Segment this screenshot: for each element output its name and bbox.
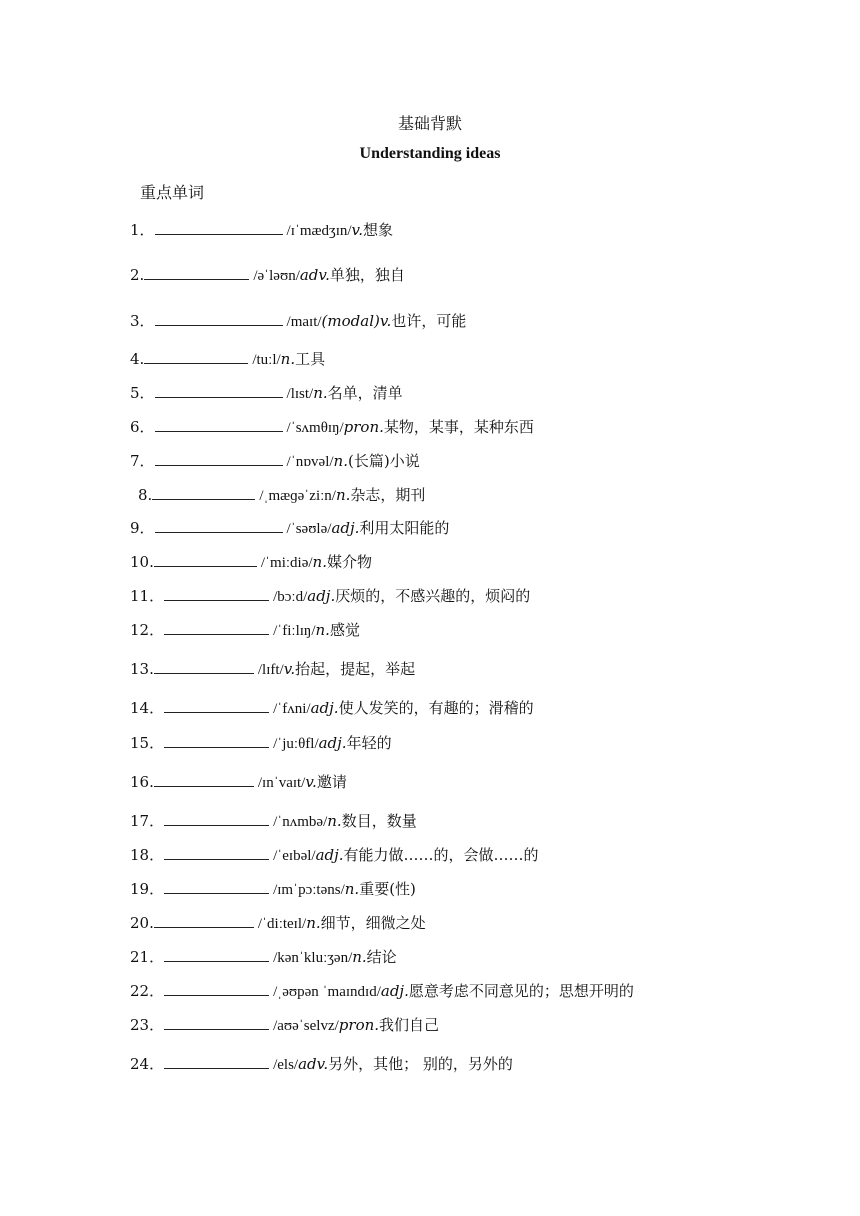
- answer-blank[interactable]: [164, 809, 269, 826]
- part-of-speech: n.: [344, 880, 360, 898]
- item-number: 14．: [130, 699, 165, 717]
- meaning: 想象: [363, 221, 394, 239]
- answer-blank[interactable]: [144, 347, 248, 364]
- answer-blank[interactable]: [164, 979, 269, 996]
- item-number: 22．: [130, 982, 165, 1000]
- meaning: 某物，某事，某种东西: [383, 418, 534, 436]
- item-number: 18．: [130, 846, 165, 864]
- page-title-en: Understanding ideas: [359, 145, 501, 162]
- phonetic: /lɪft/: [257, 662, 284, 678]
- item-number: 15．: [130, 734, 165, 752]
- meaning: 数目，数量: [341, 812, 417, 830]
- item-number: 19．: [130, 880, 165, 898]
- meaning: 我们自己: [379, 1016, 440, 1034]
- meaning: 细节，细微之处: [320, 914, 426, 932]
- meaning: 感觉: [329, 621, 360, 639]
- answer-blank[interactable]: [154, 550, 257, 567]
- part-of-speech: v.: [283, 660, 296, 678]
- phonetic: /ˈsʌmθɪŋ/: [286, 420, 344, 436]
- list-item: [130, 218, 393, 240]
- list-item: [130, 945, 397, 967]
- answer-blank[interactable]: [152, 483, 255, 500]
- phonetic: /kənˈkluːʒən/: [273, 950, 353, 966]
- item-number: 12．: [130, 621, 165, 639]
- meaning: 媒介物: [326, 553, 372, 571]
- item-number: 11．: [130, 587, 165, 605]
- item-number: 3．: [130, 312, 155, 330]
- item-number: 16.: [130, 773, 154, 791]
- phonetic: /aʊəˈselvz/: [273, 1018, 339, 1034]
- answer-blank[interactable]: [164, 1052, 269, 1069]
- phonetic: /ɪmˈpɔːtəns/: [273, 882, 345, 898]
- part-of-speech: n.: [280, 350, 296, 368]
- answer-blank[interactable]: [155, 415, 283, 432]
- list-item: [130, 1013, 439, 1035]
- part-of-speech: v.: [305, 773, 317, 791]
- meaning: (长篇)小说: [347, 452, 420, 470]
- phonetic: /lɪst/: [286, 386, 314, 402]
- item-number: 2.: [130, 266, 145, 284]
- item-number: 9．: [130, 519, 155, 537]
- answer-blank[interactable]: [164, 1013, 269, 1030]
- part-of-speech: adv.: [298, 1055, 329, 1073]
- section-heading: 重点单词: [140, 183, 205, 202]
- answer-blank[interactable]: [164, 696, 269, 713]
- list-item: [130, 979, 634, 1001]
- phonetic: /maɪt/: [286, 314, 322, 330]
- phonetic: /əˈləʊn/: [253, 268, 300, 284]
- meaning: 重要(性): [359, 880, 416, 898]
- answer-blank[interactable]: [154, 911, 254, 928]
- phonetic: /ˌəʊpən ˈmaɪndɪd/: [273, 984, 381, 1000]
- list-item: [130, 618, 360, 640]
- meaning: 年轻的: [346, 734, 392, 752]
- answer-blank[interactable]: [155, 516, 283, 533]
- meaning: 工具: [295, 350, 326, 368]
- part-of-speech: pron.: [343, 418, 384, 436]
- part-of-speech: adv.: [299, 266, 330, 284]
- list-item: [130, 911, 426, 933]
- list-item: [130, 843, 539, 865]
- part-of-speech: n.: [313, 384, 328, 402]
- list-item: [130, 263, 405, 285]
- phonetic: /ˈmiːdiə/: [260, 555, 313, 571]
- answer-blank[interactable]: [164, 618, 269, 635]
- meaning: 抬起，提起，举起: [295, 660, 416, 678]
- phonetic: /ˈsəʊlə/: [286, 521, 332, 537]
- part-of-speech: adj.: [331, 519, 360, 537]
- part-of-speech: adj.: [307, 587, 336, 605]
- answer-blank[interactable]: [155, 218, 283, 235]
- answer-blank[interactable]: [155, 309, 283, 326]
- answer-blank[interactable]: [164, 843, 269, 860]
- phonetic: /ɪnˈvaɪt/: [257, 775, 306, 791]
- item-number: 17．: [130, 812, 165, 830]
- list-item: [130, 415, 534, 437]
- phonetic: /ˈfʌni/: [273, 701, 311, 717]
- part-of-speech: n.: [327, 812, 342, 830]
- answer-blank[interactable]: [164, 584, 269, 601]
- meaning: 结论: [366, 948, 397, 966]
- item-number: 13.: [130, 660, 154, 678]
- meaning: 愿意考虑不同意见的；思想开明的: [408, 982, 634, 1000]
- list-item: [130, 550, 372, 572]
- list-item: [130, 381, 403, 403]
- phonetic: /ˈdiːteɪl/: [257, 916, 307, 932]
- answer-blank[interactable]: [164, 731, 269, 748]
- item-number: 1．: [130, 221, 155, 239]
- answer-blank[interactable]: [155, 449, 283, 466]
- phonetic: /ˈnʌmbə/: [273, 814, 328, 830]
- item-number: 6．: [130, 418, 155, 436]
- page-title-cn: 基础背默: [397, 114, 462, 133]
- phonetic: /tuːl/: [252, 352, 281, 368]
- phonetic: /ˈfiːlɪŋ/: [273, 623, 316, 639]
- meaning: 另外，其他； 别的，另外的: [328, 1055, 513, 1073]
- list-item: [130, 770, 347, 792]
- phonetic: /ɪˈmædʒɪn/: [286, 223, 352, 239]
- part-of-speech: adj.: [315, 846, 344, 864]
- answer-blank[interactable]: [154, 657, 254, 674]
- item-number: 24．: [130, 1055, 165, 1073]
- phonetic: /ˈjuːθfl/: [273, 736, 319, 752]
- part-of-speech: n.: [315, 621, 330, 639]
- answer-blank[interactable]: [164, 945, 269, 962]
- meaning: 有能力做……的，会做……的: [343, 846, 539, 864]
- phonetic: /ˈeɪbəl/: [273, 848, 316, 864]
- list-item: [130, 584, 530, 606]
- answer-blank[interactable]: [154, 770, 254, 787]
- answer-blank[interactable]: [155, 381, 283, 398]
- item-number: 23．: [130, 1016, 165, 1034]
- phonetic: /ˈnɒvəl/: [286, 454, 334, 470]
- phonetic: /bɔːd/: [273, 589, 308, 605]
- part-of-speech: n.: [306, 914, 321, 932]
- part-of-speech: n.: [335, 486, 351, 504]
- answer-blank[interactable]: [144, 263, 249, 280]
- meaning: 邀请: [316, 773, 347, 791]
- list-item: [138, 483, 425, 505]
- item-number: 5．: [130, 384, 155, 402]
- meaning: 单独，独自: [329, 266, 405, 284]
- item-number: 7．: [130, 452, 155, 470]
- meaning: 利用太阳能的: [359, 519, 450, 537]
- part-of-speech: pron.: [338, 1016, 380, 1034]
- list-item: [130, 877, 416, 899]
- list-item: [130, 449, 420, 471]
- item-number: 8.: [138, 486, 153, 504]
- list-item: [130, 809, 417, 831]
- meaning: 厌烦的，不感兴趣的，烦闷的: [335, 587, 531, 605]
- item-number: 21．: [130, 948, 165, 966]
- part-of-speech: n.: [352, 948, 367, 966]
- list-item: [130, 347, 325, 369]
- part-of-speech: adj.: [310, 699, 339, 717]
- part-of-speech: (modal)v.: [321, 312, 392, 330]
- answer-blank[interactable]: [164, 877, 269, 894]
- list-item: [130, 731, 392, 753]
- part-of-speech: n.: [333, 452, 348, 470]
- part-of-speech: adj.: [318, 734, 347, 752]
- item-number: 20.: [130, 914, 154, 932]
- part-of-speech: v.: [351, 221, 364, 239]
- item-number: 4.: [130, 350, 145, 368]
- list-item: [130, 516, 449, 538]
- part-of-speech: n.: [312, 553, 327, 571]
- phonetic: /els/: [273, 1057, 299, 1073]
- meaning: 也许，可能: [391, 312, 467, 330]
- list-item: [130, 1052, 513, 1074]
- list-item: [130, 309, 466, 331]
- item-number: 10.: [130, 553, 154, 571]
- part-of-speech: adj.: [380, 982, 409, 1000]
- phonetic: /ˌmæɡəˈziːn/: [259, 488, 336, 504]
- meaning: 使人发笑的，有趣的；滑稽的: [338, 699, 534, 717]
- meaning: 杂志，期刊: [350, 486, 426, 504]
- list-item: [130, 657, 415, 679]
- meaning: 名单，清单: [327, 384, 403, 402]
- list-item: [130, 696, 534, 718]
